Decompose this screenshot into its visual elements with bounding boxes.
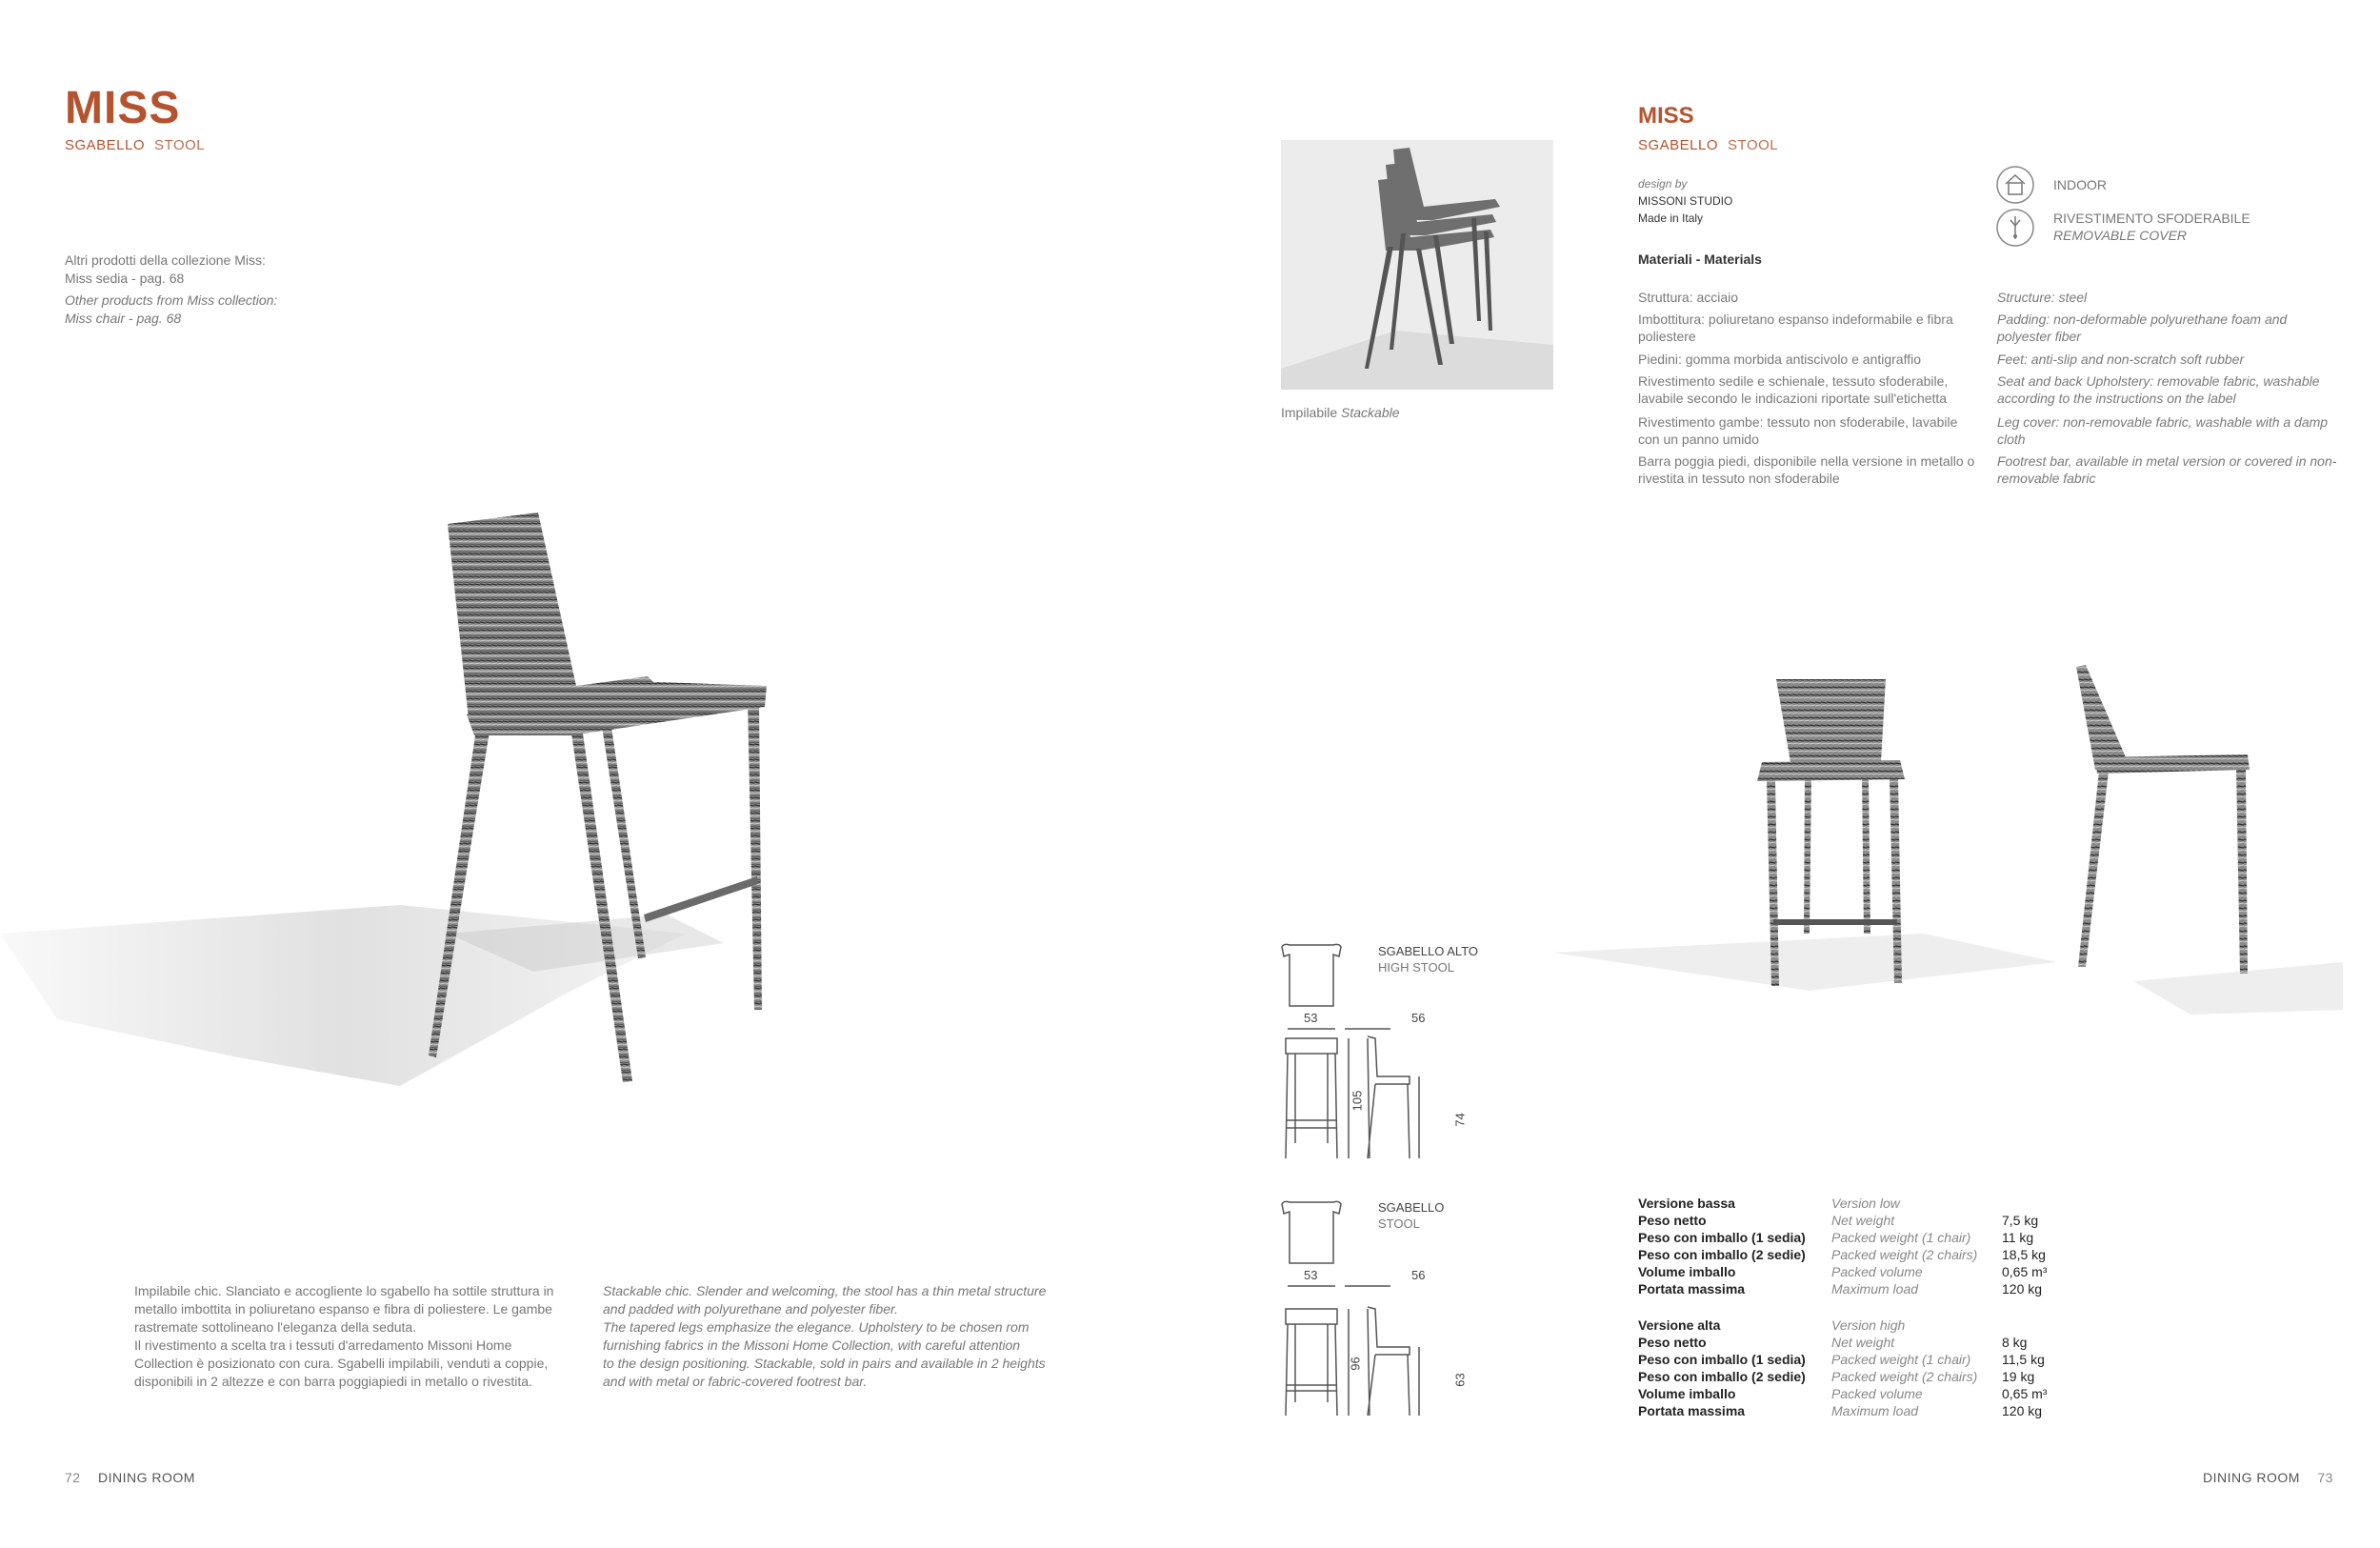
collection-it-2: Miss sedia - pag. 68	[65, 271, 185, 286]
low-label-it: SGABELLO	[1378, 1200, 1445, 1215]
desc-it-line: disponibili in 2 altezze e con barra poggiapiedi in metallo o rivestita.	[134, 1374, 532, 1389]
dim-seat-height: 74	[1452, 1113, 1468, 1127]
spec-high-values	[2002, 1317, 2047, 1419]
spec-label-en: Version low	[1831, 1196, 1900, 1211]
material-it: Rivestimento sedile e schienale, tessuto sfoderabile, lavabile secondo le indicazioni riportate sull'etichetta	[1638, 373, 1949, 406]
designer: MISSONI STUDIO	[1638, 194, 1733, 208]
material-it: Rivestimento gambe: tessuto non sfoderabile, lavabile con un panno umido	[1638, 414, 1958, 447]
spec-low-it	[1638, 1195, 1806, 1297]
spec-label-en: Maximum load	[1831, 1403, 1919, 1418]
spec-label: Peso con imballo (1 sedia)	[1638, 1230, 1806, 1245]
material-en: Feet: anti-slip and non-scratch soft rubber	[1997, 352, 2245, 367]
spec-label: Peso con imballo (1 sedia)	[1638, 1352, 1806, 1367]
dim-depth: 56	[1411, 1011, 1426, 1025]
spec-label-en: Packed volume	[1831, 1386, 1923, 1401]
desc-it-line: rastremate sottolineano l'eleganza della seduta.	[134, 1319, 417, 1335]
stackable-caption-it: Impilabile	[1281, 405, 1338, 420]
dim-seat-height: 63	[1452, 1373, 1468, 1387]
low-label-en: STOOL	[1378, 1216, 1420, 1231]
spec-high-it	[1638, 1317, 1806, 1419]
page-title-left: MISS	[65, 83, 181, 133]
subtitle-en: STOOL	[154, 137, 206, 153]
subtitle-left	[65, 137, 205, 153]
spec-value: 8 kg	[2002, 1335, 2028, 1350]
spec-label-en: Maximum load	[1831, 1281, 1919, 1297]
desc-en-line: Stackable chic. Slender and welcoming, the stool has a thin metal structure	[603, 1283, 1047, 1298]
dim-width: 53	[1304, 1011, 1318, 1025]
spec-value: 0,65 m³	[2002, 1386, 2048, 1401]
dim-width: 53	[1304, 1268, 1318, 1282]
spec-label-en: Net weight	[1831, 1213, 1895, 1228]
collection-note	[65, 251, 370, 328]
material-it: Struttura: acciaio	[1638, 290, 1739, 305]
high-label-en: HIGH STOOL	[1378, 960, 1454, 975]
design-credits	[1638, 175, 1732, 227]
spec-value: 11,5 kg	[2002, 1352, 2045, 1367]
spec-label: Peso con imballo (2 sedie)	[1638, 1369, 1806, 1384]
stackable-photo	[1281, 140, 1553, 390]
description-it	[134, 1282, 591, 1391]
spec-label: Portata massima	[1638, 1403, 1746, 1418]
material-it: Imbottitura: poliuretano espanso indeformabile e fibra poliestere	[1638, 312, 1953, 344]
design-by: design by	[1638, 177, 1688, 191]
desc-en-line: furnishing fabrics in the Missoni Home Collection, with careful attention	[603, 1337, 1021, 1353]
spec-label: Versione alta	[1638, 1317, 1721, 1333]
dim-height: 96	[1348, 1357, 1363, 1371]
spec-label-en: Packed weight (1 chair)	[1831, 1352, 1971, 1367]
material-en: Seat and back Upholstery: removable fabric, washable according to the instructions on the label	[1997, 373, 2320, 406]
spec-label-en: Packed weight (2 chairs)	[1831, 1247, 1978, 1262]
high-label-it: SGABELLO ALTO	[1378, 944, 1479, 958]
removable-cover-en: REMOVABLE COVER	[2053, 228, 2188, 243]
spec-label: Versione bassa	[1638, 1196, 1735, 1211]
drawing-high-label	[1378, 943, 1478, 975]
drawing-low-label	[1378, 1199, 1444, 1232]
spec-value: 0,65 m³	[2002, 1264, 2048, 1279]
dim-depth: 56	[1411, 1268, 1426, 1282]
footer-left	[65, 1470, 195, 1485]
removable-cover-icon	[1995, 208, 2035, 248]
spec-low-values	[2002, 1195, 2047, 1297]
product-photo-two-stools	[1524, 648, 2343, 1029]
collection-en-1: Other products from Miss collection:	[65, 292, 278, 308]
section-right: DINING ROOM	[2203, 1470, 2300, 1485]
spec-label-en: Version high	[1831, 1317, 1906, 1333]
materials-heading: Materiali - Materials	[1638, 251, 1762, 267]
spec-label: Peso netto	[1638, 1213, 1707, 1228]
page-title-right: MISS	[1638, 103, 1694, 129]
desc-it-line: metallo imbottita in poliuretano espanso e fibra di poliestere. Le gambe	[134, 1301, 552, 1317]
made-in: Made in Italy	[1638, 211, 1704, 225]
material-en: Footrest bar, available in metal version or covered in non-removable fabric	[1997, 453, 2337, 486]
house-icon	[1995, 165, 2035, 205]
spec-label-en: Packed weight (1 chair)	[1831, 1230, 1971, 1245]
section-left: DINING ROOM	[97, 1470, 195, 1485]
material-en: Padding: non-deformable polyurethane foam and polyester fiber	[1997, 312, 2288, 344]
desc-en-line: and with metal or fabric-covered footrest bar.	[603, 1374, 868, 1389]
subtitle-it: SGABELLO	[1638, 137, 1719, 153]
collection-it-1: Altri prodotti della collezione Miss:	[65, 252, 266, 268]
spec-label: Peso con imballo (2 sedie)	[1638, 1247, 1806, 1262]
spec-value	[2002, 1317, 2047, 1334]
desc-it-line: Collection è posizionato con cura. Sgabelli impilabili, venduti a coppie,	[134, 1356, 549, 1371]
description-en	[603, 1282, 1079, 1391]
material-it: Barra poggia piedi, disponibile nella versione in metallo o rivestita in tessuto non sfoderabile	[1638, 453, 1975, 486]
material-en: Structure: steel	[1997, 290, 2088, 305]
collection-en-2: Miss chair - pag. 68	[65, 311, 182, 326]
footer-right	[2203, 1470, 2333, 1485]
desc-en-line: to the design positioning. Stackable, sold in pairs and available in 2 heights	[603, 1356, 1046, 1371]
desc-en-line: and padded with polyurethane and polyester fiber.	[603, 1301, 899, 1317]
spec-label: Peso netto	[1638, 1335, 1707, 1350]
spec-value: 18,5 kg	[2002, 1247, 2046, 1262]
product-photo-stool	[0, 400, 1048, 1219]
spec-label-en: Packed weight (2 chairs)	[1831, 1369, 1978, 1384]
removable-cover-label	[2053, 210, 2250, 244]
dim-height: 105	[1350, 1090, 1365, 1112]
spec-value: 19 kg	[2002, 1369, 2035, 1384]
indoor-label: INDOOR	[2053, 177, 2107, 192]
spec-label: Volume imballo	[1638, 1386, 1736, 1401]
desc-it-line: Impilabile chic. Slanciato e accogliente lo sgabello ha sottile struttura in	[134, 1283, 554, 1298]
material-it: Piedini: gomma morbida antiscivolo e antigraffio	[1638, 352, 1922, 367]
desc-en-line: The tapered legs emphasize the elegance. Upholstery to be chosen rom	[603, 1319, 1030, 1335]
spec-value: 7,5 kg	[2002, 1213, 2039, 1228]
stackable-caption	[1281, 404, 1400, 422]
removable-cover-it: RIVESTIMENTO SFODERABILE	[2053, 211, 2250, 226]
spec-label-en: Net weight	[1831, 1335, 1895, 1350]
subtitle-it: SGABELLO	[65, 137, 146, 153]
spec-high-en	[1831, 1317, 1977, 1419]
spec-label: Volume imballo	[1638, 1264, 1736, 1279]
subtitle-right	[1638, 137, 1778, 153]
spec-value	[2002, 1195, 2047, 1212]
stackable-caption-en: Stackable	[1341, 405, 1400, 420]
desc-it-line: Il rivestimento a scelta tra i tessuti d'arredamento Missoni Home	[134, 1337, 512, 1353]
page-number-left: 72	[65, 1470, 81, 1485]
material-en: Leg cover: non-removable fabric, washable with a damp cloth	[1997, 414, 2329, 447]
subtitle-en: STOOL	[1728, 137, 1779, 153]
spec-value: 120 kg	[2002, 1281, 2043, 1297]
spec-low-en	[1831, 1195, 1977, 1297]
spec-value: 11 kg	[2002, 1230, 2034, 1245]
spec-label-en: Packed volume	[1831, 1264, 1923, 1279]
spec-value: 120 kg	[2002, 1403, 2043, 1418]
page-number-right: 73	[2317, 1470, 2333, 1485]
spec-label: Portata massima	[1638, 1281, 1746, 1297]
